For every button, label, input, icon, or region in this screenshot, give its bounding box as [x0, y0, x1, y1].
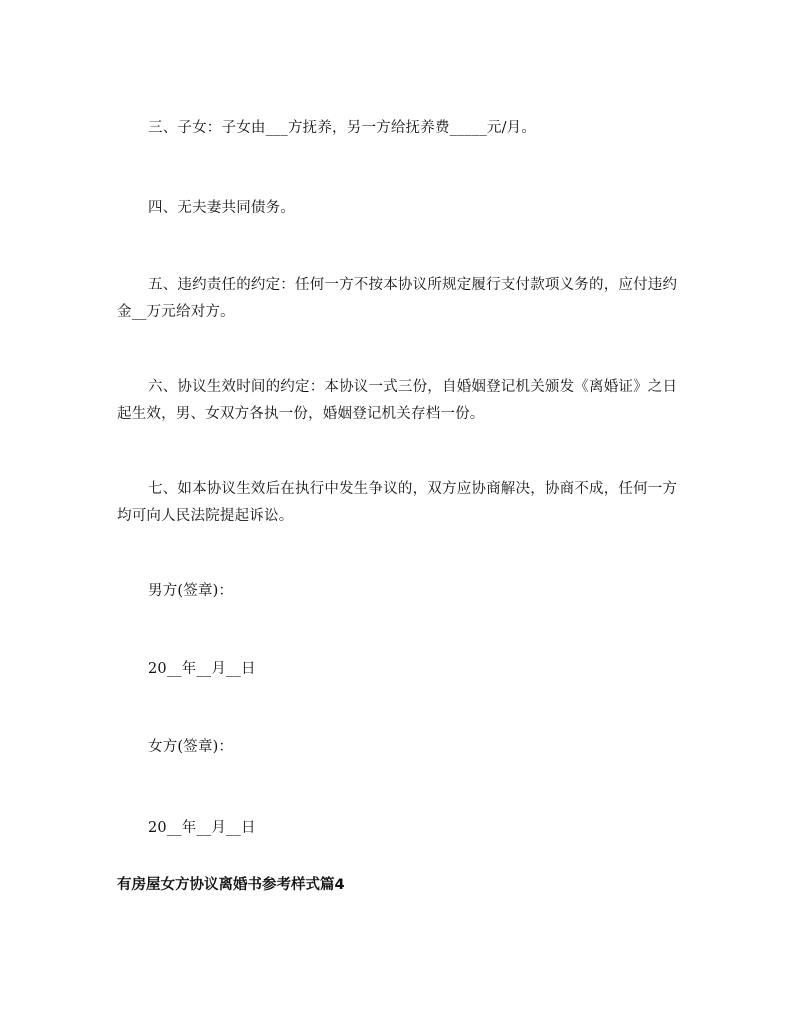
- section-heading: 有房屋女方协议离婚书参考样式篇4: [117, 877, 345, 893]
- husband-date-line: 20__年__月__日: [148, 661, 256, 677]
- paragraph-breach-liability: 五、违约责任的约定：任何一方不按本协议所规定履行支付款项义务的，应付违约金__万元给对方。: [117, 277, 678, 320]
- wife-signature-line: 女方(签章)：: [148, 739, 234, 755]
- wife-date-line: 20__年__月__日: [148, 820, 256, 836]
- husband-signature-line: 男方(签章)：: [148, 583, 234, 599]
- paragraph-children: 三、子女：子女由___方抚养，另一方给抚养费_____元/月。: [148, 120, 537, 136]
- paragraph-effective-time: 六、协议生效时间的约定：本协议一式三份，自婚姻登记机关颁发《离婚证》之日起生效，男、女双方各执一份，婚姻登记机关存档一份。: [117, 379, 678, 422]
- paragraph-no-debt: 四、无夫妻共同债务。: [148, 200, 295, 216]
- paragraph-dispute: 七、如本协议生效后在执行中发生争议的，双方应协商解决，协商不成，任何一方均可向人民法院提起诉讼。: [117, 481, 678, 524]
